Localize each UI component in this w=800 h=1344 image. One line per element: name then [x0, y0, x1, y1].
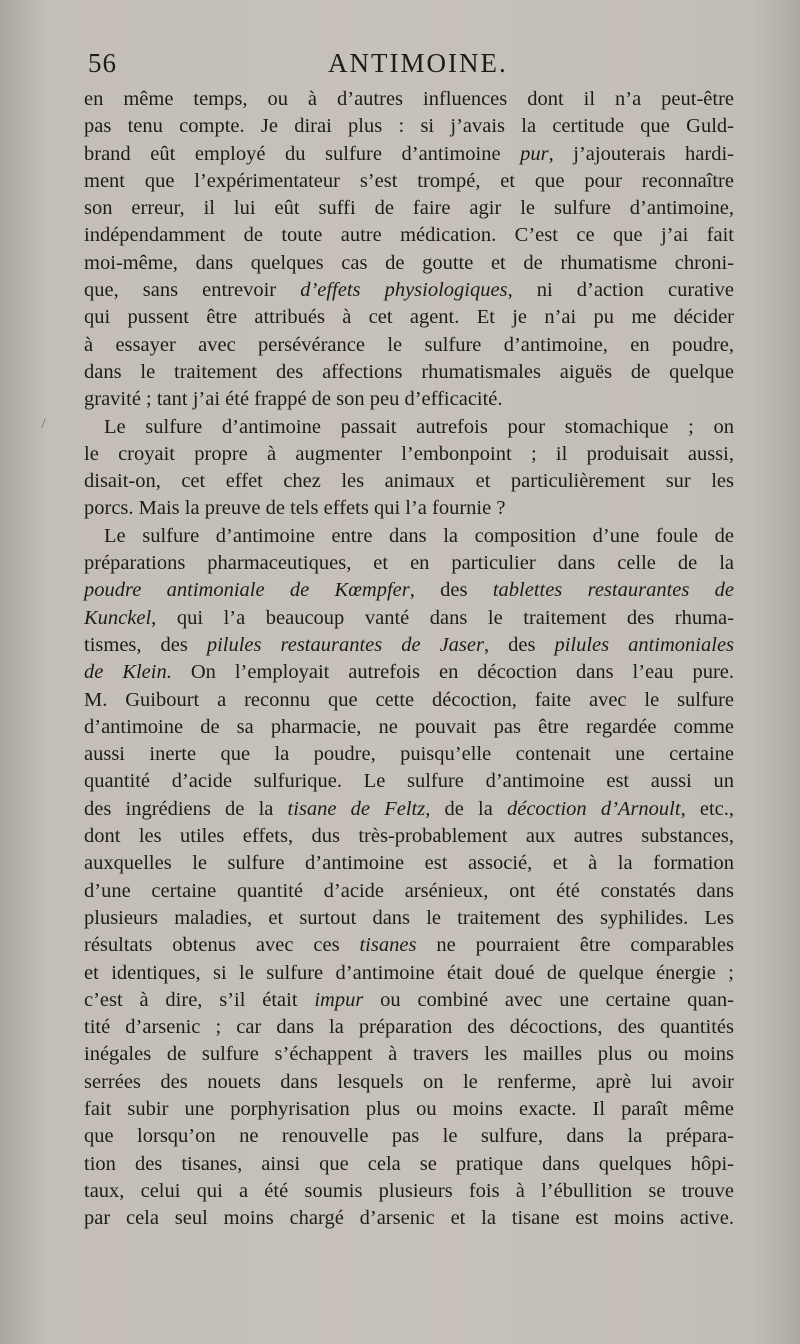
page-header: [88, 44, 720, 84]
text-segment: des ingrédiens de la: [84, 797, 288, 820]
text-line: [84, 987, 734, 1014]
text-line: [84, 577, 734, 604]
text-segment: tité d’arsenic ; car dans la préparation des décoctions, des quantités: [84, 1016, 734, 1039]
text-segment: résultats obtenus avec ces: [84, 934, 360, 957]
italic-segment: tisane de Feltz: [287, 797, 426, 820]
italic-segment: pur: [520, 142, 549, 165]
text-segment: , ni d’action curative: [507, 279, 734, 302]
text-line: [84, 796, 734, 823]
text-segment: brand eût employé du sulfure d’antimoine: [84, 142, 521, 165]
text-line: [84, 141, 734, 168]
text-line: [84, 523, 734, 550]
text-line: [84, 168, 734, 195]
text-line: [84, 195, 734, 222]
text-line: [84, 414, 734, 441]
text-segment: disait-on, cet effet chez les animaux et particulièrement sur les: [84, 470, 734, 493]
text-segment: tismes, des: [84, 633, 207, 656]
text-line: [84, 905, 734, 932]
text-segment: fait subir une porphyrisation plus ou moins exacte. Il paraît même: [84, 1097, 734, 1120]
text-line: [84, 550, 734, 577]
text-segment: inégales de sulfure s’échappent à travers les mailles plus ou moins: [84, 1043, 734, 1066]
text-segment: c’est à dire, s’il était: [84, 988, 315, 1011]
text-segment: auxquelles le sulfure d’antimoine est associé, et à la formation: [84, 852, 734, 875]
text-segment: préparations pharmaceutiques, et en particulier dans celle de la: [84, 552, 734, 575]
page-number: 56: [88, 48, 117, 78]
text-line: [84, 659, 734, 686]
text-segment: dont les utiles effets, dus très-probablement aux autres substances,: [84, 825, 734, 848]
text-segment: Le sulfure d’antimoine entre dans la composition d’une foule de: [104, 524, 734, 547]
text-segment: à essayer avec persévérance le sulfure d’antimoine, en poudre,: [84, 333, 734, 356]
text-segment: d’antimoine de sa pharmacie, ne pouvait pas être regardée comme: [84, 715, 734, 738]
text-line: [84, 1123, 734, 1150]
text-line: [84, 304, 734, 331]
text-segment: Le sulfure d’antimoine passait autrefois pour stomachique ; on: [104, 415, 734, 438]
text-line: [84, 960, 734, 987]
text-line: [84, 605, 734, 632]
text-segment: que lorsqu’on ne renouvelle pas le sulfure, dans la prépara-: [84, 1125, 734, 1148]
text-segment: , des: [409, 579, 493, 602]
text-line: [84, 632, 734, 659]
italic-segment: poudre antimoniale de Kœmpfer: [84, 579, 410, 602]
text-segment: aussi inerte que la poudre, puisqu’elle contenait une certaine: [84, 743, 734, 766]
text-segment: serrées des nouets dans lesquels on le renferme, aprè lui avoir: [84, 1070, 734, 1093]
text-line: [84, 687, 734, 714]
text-segment: ne pourraient être comparables: [416, 934, 735, 957]
text-line: [84, 332, 734, 359]
text-segment: , j’ajouterais hardi-: [548, 142, 734, 165]
text-line: [84, 1041, 734, 1068]
italic-segment: d’effets physiologiques: [300, 279, 508, 302]
text-line: [84, 113, 734, 140]
text-segment: , des: [484, 633, 555, 656]
text-segment: M. Guibourt a reconnu que cette décoction, faite avec le sulfure: [84, 688, 734, 711]
italic-segment: tablettes restaurantes de: [492, 579, 735, 602]
text-line: [84, 1069, 734, 1096]
text-segment: moi-même, dans quelques cas de goutte et de rhumatisme chroni-: [84, 251, 734, 274]
text-line: [84, 495, 734, 522]
text-segment: indépendamment de toute autre médication. C’est ce que j’ai fait: [84, 224, 734, 247]
text-line: [84, 1014, 734, 1041]
text-line: [84, 714, 734, 741]
text-segment: qui pussent être attribués à cet agent. Et je n’ai pu me décider: [84, 306, 734, 329]
text-segment: ment que l’expérimentateur s’est trompé, et que pour reconnaître: [84, 169, 734, 192]
text-line: [84, 932, 734, 959]
text-segment: le croyait propre à augmenter l’embonpoint ; il produisait aussi,: [84, 442, 734, 465]
italic-segment: pilules restaurantes de Jaser: [206, 633, 484, 656]
text-line: [84, 86, 734, 113]
text-segment: par cela seul moins chargé d’arsenic et la tisane est moins active.: [84, 1207, 734, 1230]
margin-pencil-mark: \: [36, 417, 50, 432]
text-segment: son erreur, il lui eût suffi de faire agir le sulfure d’antimoine,: [84, 197, 734, 220]
text-segment: plusieurs maladies, et surtout dans le traitement des syphilides. Les: [84, 906, 734, 929]
text-line: [84, 768, 734, 795]
text-segment: taux, celui qui a été soumis plusieurs fois à l’ébullition se trouve: [84, 1179, 734, 1202]
text-line: [84, 741, 734, 768]
text-segment: , etc.,: [680, 797, 734, 820]
text-line: [84, 277, 734, 304]
text-segment: que, sans entrevoir: [84, 279, 301, 302]
text-segment: , qui l’a beaucoup vanté dans le traitement des rhuma-: [151, 606, 734, 629]
text-segment: et identiques, si le sulfure d’antimoine était doué de quelque énergie ;: [84, 961, 734, 984]
text-line: [84, 1151, 734, 1178]
italic-segment: impur: [314, 988, 364, 1011]
text-line: [84, 359, 734, 386]
italic-segment: tisanes: [359, 934, 417, 957]
text-segment: tion des tisanes, ainsi que cela se pratique dans quelques hôpi-: [84, 1152, 734, 1175]
body-text: [84, 86, 734, 1232]
text-line: [84, 468, 734, 495]
text-line: [84, 1178, 734, 1205]
text-segment: On l’employait autrefois en décoction dans l’eau pure.: [171, 661, 734, 684]
text-segment: ou combiné avec une certaine quan-: [363, 988, 734, 1011]
text-segment: gravité ; tant j’ai été frappé de son peu d’efficacité.: [84, 388, 503, 411]
text-line: [84, 386, 734, 413]
italic-segment: décoction d’Arnoult: [506, 797, 681, 820]
italic-segment: de Klein.: [84, 661, 172, 684]
text-segment: en même temps, ou à d’autres influences dont il n’a peut-être: [84, 88, 734, 110]
text-line: [84, 878, 734, 905]
text-segment: d’une certaine quantité d’acide arsénieux, ont été constatés dans: [84, 879, 734, 902]
text-segment: , de la: [425, 797, 507, 820]
italic-segment: pilules antimoniales: [554, 633, 735, 656]
text-line: [84, 1205, 734, 1232]
text-segment: quantité d’acide sulfurique. Le sulfure d’antimoine est aussi un: [84, 770, 734, 793]
text-line: [84, 850, 734, 877]
text-line: [84, 823, 734, 850]
text-line: [84, 222, 734, 249]
running-title: ANTIMOINE.: [328, 48, 508, 78]
text-segment: pas tenu compte. Je dirai plus : si j’avais la certitude que Guld-: [84, 115, 734, 138]
text-line: [84, 441, 734, 468]
text-segment: dans le traitement des affections rhumatismales aiguës de quelque: [84, 360, 734, 383]
text-line: [84, 1096, 734, 1123]
text-line: [84, 250, 734, 277]
text-segment: porcs. Mais la preuve de tels effets qui l’a fournie ?: [84, 497, 506, 520]
italic-segment: Kunckel: [84, 606, 152, 629]
